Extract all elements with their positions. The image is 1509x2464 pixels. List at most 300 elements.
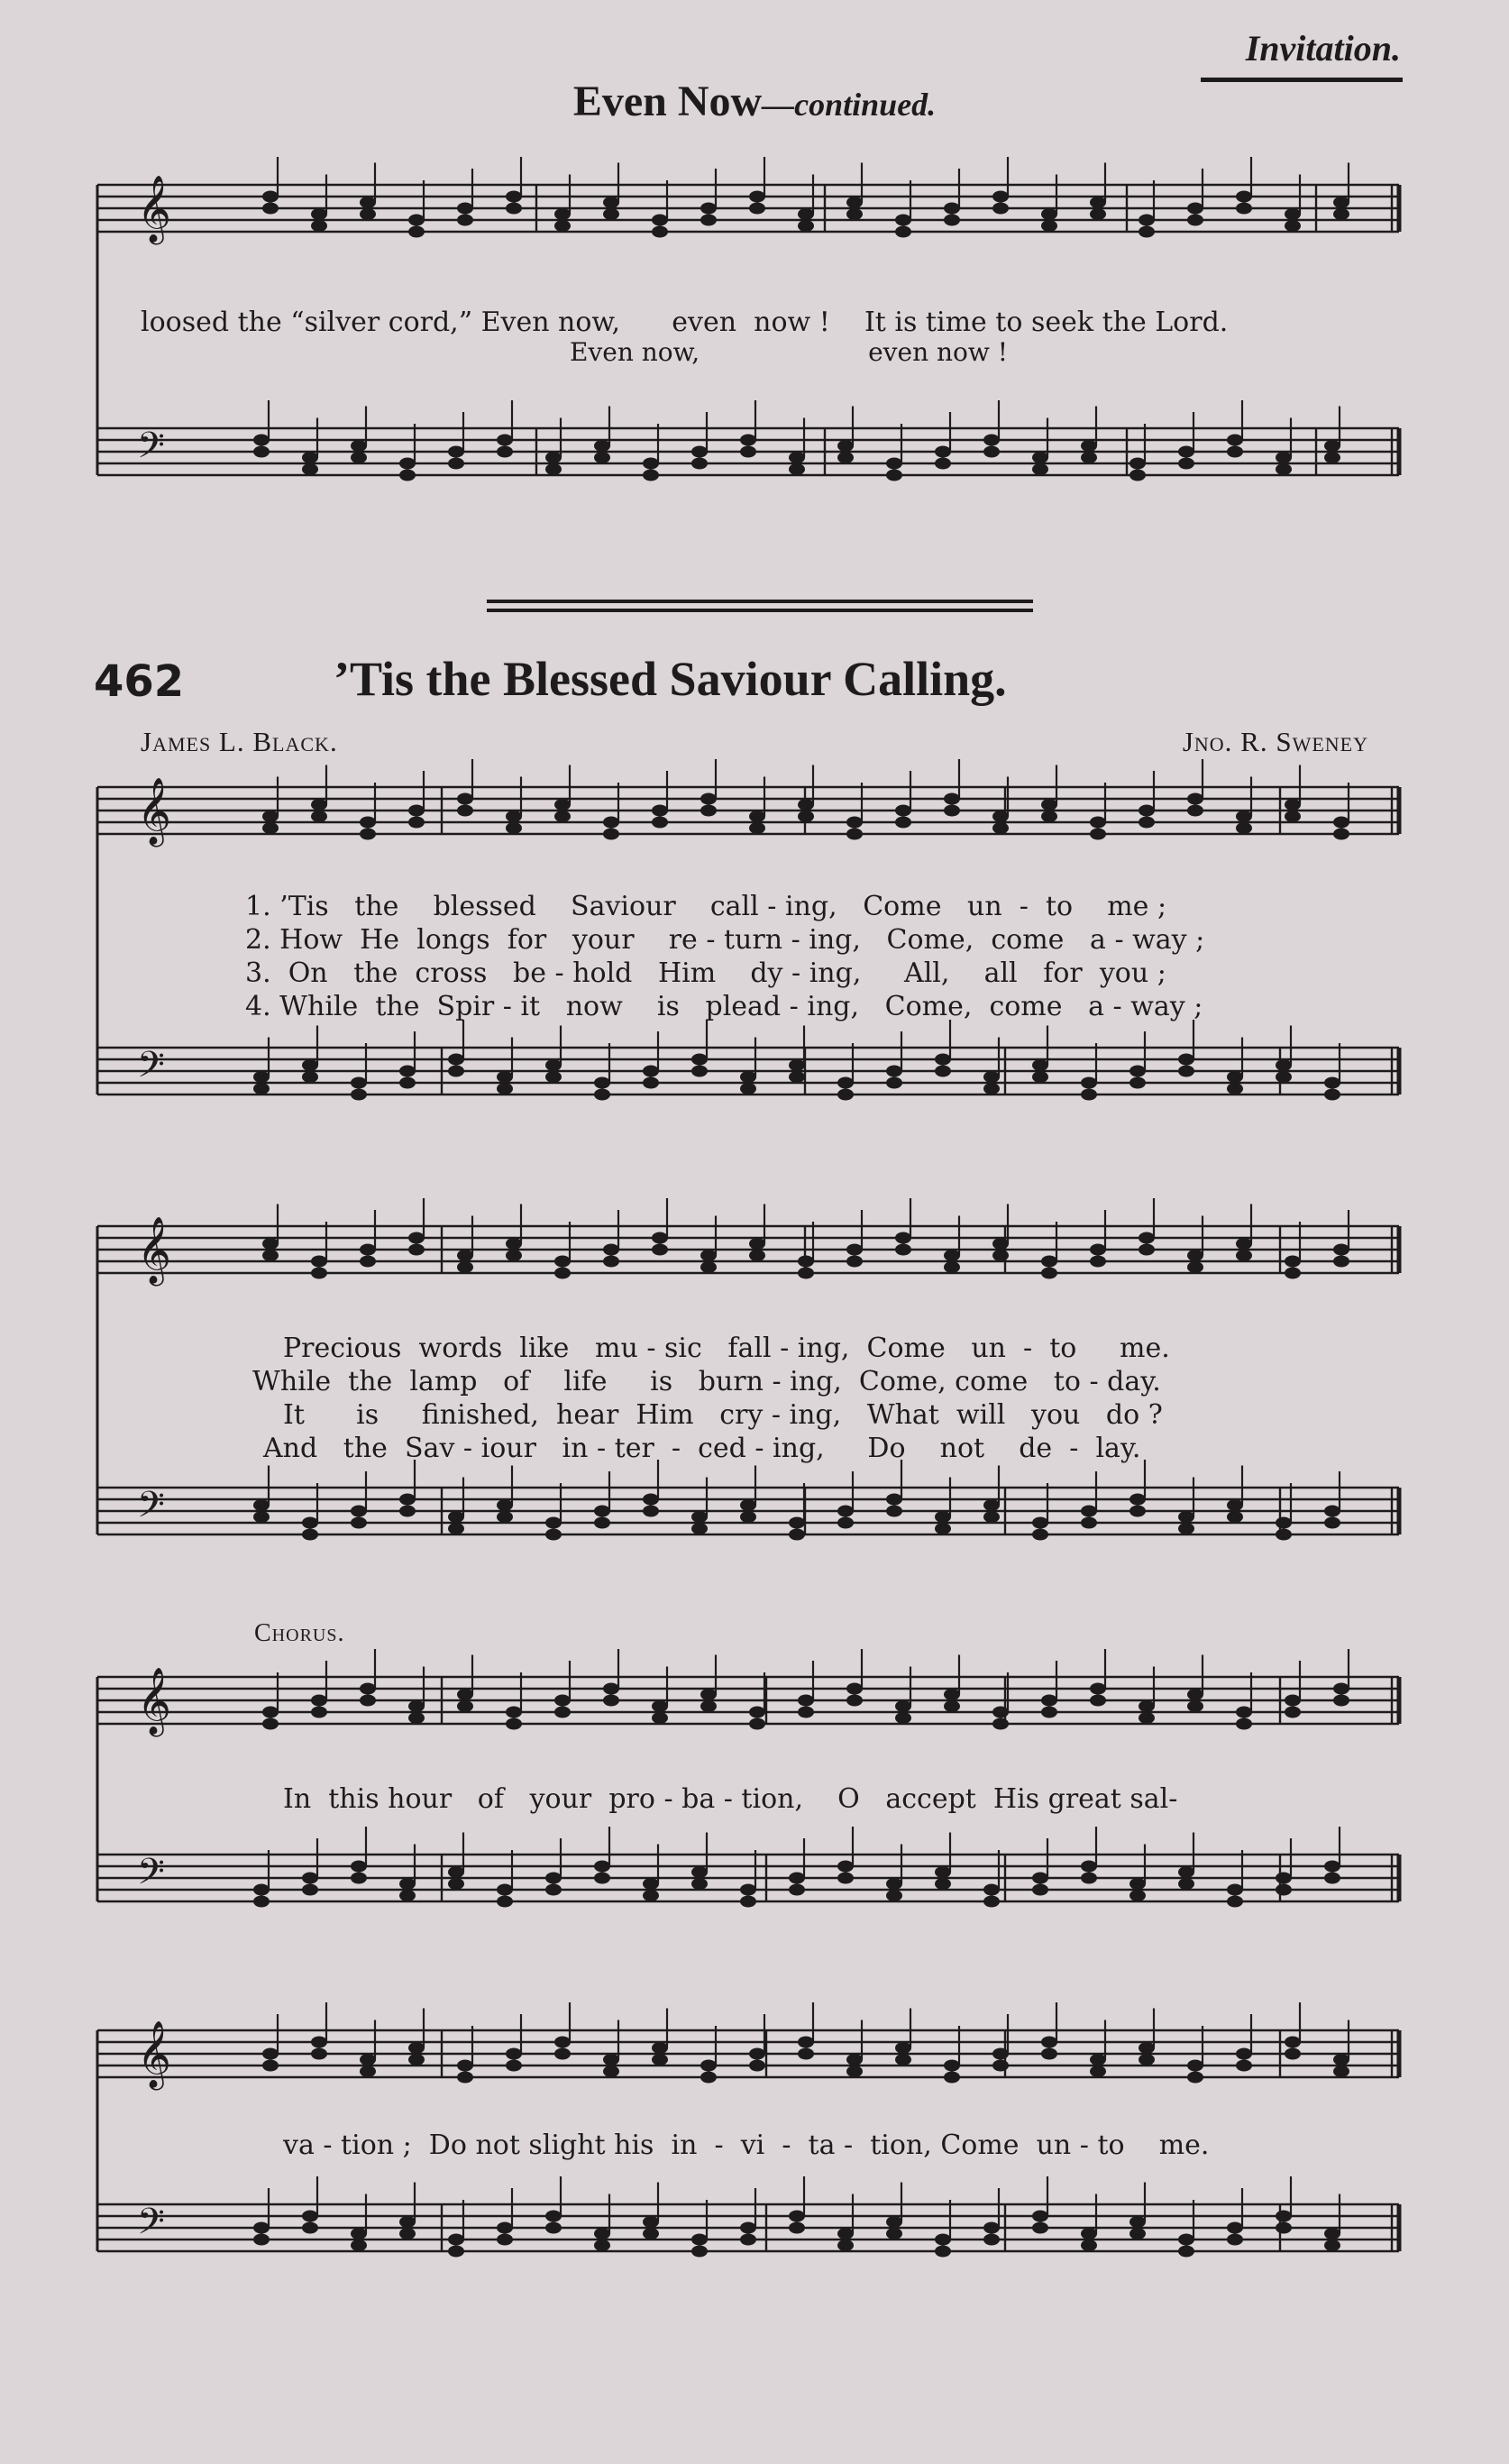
notehead — [448, 1866, 464, 1878]
notehead — [351, 2228, 367, 2240]
notehead — [886, 458, 902, 470]
notehead — [1236, 203, 1252, 215]
notehead — [302, 1071, 318, 1083]
notehead — [1139, 805, 1155, 817]
notehead — [1227, 1884, 1243, 1896]
notehead — [1032, 1529, 1048, 1541]
notehead — [554, 2037, 571, 2048]
notehead — [895, 1712, 911, 1724]
notehead — [1227, 435, 1243, 446]
notehead — [302, 452, 318, 463]
notehead — [983, 1884, 1000, 1896]
notehead — [253, 1511, 270, 1523]
notehead — [837, 2240, 854, 2251]
notehead — [798, 2037, 814, 2048]
notehead — [798, 1268, 814, 1279]
notehead — [1236, 191, 1252, 203]
notehead — [399, 1506, 416, 1517]
notehead — [448, 2234, 464, 2246]
notehead — [691, 458, 708, 470]
notehead — [1333, 817, 1349, 829]
notehead — [497, 2234, 513, 2246]
notehead — [944, 1689, 960, 1700]
verse-4-line-a: 4. While the Spir - it now is plead - ing, Come, come a - way ; — [245, 991, 1203, 1022]
notehead — [652, 1232, 668, 1244]
notehead — [1324, 2228, 1340, 2240]
notehead — [360, 197, 376, 208]
bass-clef-icon: 𝄢 — [137, 1851, 165, 1901]
notehead — [399, 1077, 416, 1089]
notehead — [351, 1873, 367, 1884]
notehead — [1227, 1083, 1243, 1095]
notehead — [1178, 2234, 1194, 2246]
notehead — [1129, 470, 1146, 481]
notehead — [311, 2048, 327, 2060]
notehead — [302, 1873, 318, 1884]
notehead — [895, 2054, 911, 2066]
notehead — [798, 1695, 814, 1707]
notehead — [798, 2048, 814, 2060]
notehead — [545, 1529, 562, 1541]
notehead — [1090, 2066, 1106, 2077]
notehead — [1236, 1707, 1252, 1718]
notehead — [1081, 2228, 1097, 2240]
notehead — [749, 2060, 765, 2072]
notehead — [360, 2066, 376, 2077]
treble-clef-icon: 𝄞 — [137, 778, 171, 845]
notehead — [1041, 208, 1057, 220]
notehead — [700, 2060, 717, 2072]
notehead — [886, 1890, 902, 1901]
notehead — [1285, 1256, 1301, 1268]
notehead — [935, 1511, 951, 1523]
notehead — [1187, 203, 1203, 215]
notehead — [846, 1683, 863, 1695]
notehead — [1285, 1707, 1301, 1718]
notehead — [448, 1054, 464, 1066]
notehead — [944, 215, 960, 226]
notehead — [1139, 226, 1155, 238]
notehead — [983, 2222, 1000, 2234]
notehead — [497, 1499, 513, 1511]
notehead — [700, 203, 717, 215]
notehead — [253, 2234, 270, 2246]
notehead — [302, 2222, 318, 2234]
notehead — [749, 191, 765, 203]
notehead — [554, 1268, 571, 1279]
notehead — [1090, 1256, 1106, 1268]
notehead — [846, 817, 863, 829]
notehead — [1324, 1873, 1340, 1884]
notehead — [545, 1884, 562, 1896]
notehead — [545, 2222, 562, 2234]
notehead — [506, 822, 522, 834]
notehead — [895, 1700, 911, 1712]
hymn-title: ’Tis the Blessed Saviour Calling. — [334, 652, 1007, 706]
notehead — [311, 208, 327, 220]
notehead — [1285, 811, 1301, 822]
notehead — [1227, 1896, 1243, 1908]
notehead — [935, 1866, 951, 1878]
notehead — [545, 2211, 562, 2222]
notehead — [652, 2054, 668, 2066]
notehead — [408, 2054, 425, 2066]
notehead — [798, 811, 814, 822]
notehead — [1090, 1244, 1106, 1256]
notehead — [643, 1890, 659, 1901]
notehead — [554, 208, 571, 220]
notehead — [1178, 446, 1194, 458]
notehead — [749, 1707, 765, 1718]
verse-1-line-b: Precious words like mu - sic fall - ing, Come un - to me. — [283, 1333, 1170, 1364]
notehead — [1032, 2211, 1048, 2222]
notehead — [837, 440, 854, 452]
notehead — [1324, 1089, 1340, 1101]
notehead — [1041, 2037, 1057, 2048]
notehead — [1324, 1517, 1340, 1529]
notehead — [497, 1071, 513, 1083]
notehead — [837, 1506, 854, 1517]
notehead — [643, 2216, 659, 2228]
notehead — [652, 1700, 668, 1712]
notehead — [360, 1244, 376, 1256]
notehead — [1236, 2048, 1252, 2060]
notehead — [740, 1884, 756, 1896]
notehead — [399, 458, 416, 470]
continued-lyrics-line-1: loosed the “silver cord,” Even now, even now ! It is time to seek the Lord. — [141, 307, 1229, 338]
notehead — [740, 435, 756, 446]
notehead — [1333, 1683, 1349, 1695]
notehead — [1090, 1695, 1106, 1707]
notehead — [1236, 2060, 1252, 2072]
notehead — [789, 1529, 805, 1541]
notehead — [1081, 452, 1097, 463]
notehead — [497, 446, 513, 458]
notehead — [603, 1256, 619, 1268]
notehead — [1041, 2048, 1057, 2060]
notehead — [749, 1718, 765, 1730]
notehead — [457, 1689, 473, 1700]
notehead — [1236, 1250, 1252, 1261]
notehead — [789, 1884, 805, 1896]
notehead — [311, 1695, 327, 1707]
notehead — [1178, 458, 1194, 470]
notehead — [545, 1071, 562, 1083]
notehead — [1333, 2054, 1349, 2066]
notehead — [749, 1238, 765, 1250]
notehead — [497, 1511, 513, 1523]
notehead — [1139, 1244, 1155, 1256]
notehead — [652, 817, 668, 829]
notehead — [1041, 220, 1057, 232]
notehead — [1129, 2228, 1146, 2240]
verse-3-line-b: It is finished, hear Him cry - ing, What will you do ? — [283, 1399, 1163, 1431]
notehead — [545, 463, 562, 475]
notehead — [506, 811, 522, 822]
notehead — [253, 2222, 270, 2234]
notehead — [798, 208, 814, 220]
notehead — [886, 1494, 902, 1506]
notehead — [691, 1054, 708, 1066]
notehead — [643, 1066, 659, 1077]
notehead — [652, 1244, 668, 1256]
notehead — [506, 203, 522, 215]
notehead — [691, 1511, 708, 1523]
notehead — [603, 197, 619, 208]
notehead — [545, 1517, 562, 1529]
notehead — [886, 1066, 902, 1077]
notehead — [497, 1896, 513, 1908]
notehead — [643, 2228, 659, 2240]
notehead — [1333, 1695, 1349, 1707]
notehead — [1032, 463, 1048, 475]
notehead — [253, 446, 270, 458]
notehead — [691, 2234, 708, 2246]
notehead — [992, 822, 1009, 834]
notehead — [837, 1077, 854, 1089]
notehead — [594, 1861, 610, 1873]
notehead — [789, 1071, 805, 1083]
notehead — [837, 1089, 854, 1101]
notehead — [700, 805, 717, 817]
notehead — [302, 1059, 318, 1071]
notehead — [408, 2042, 425, 2054]
notehead — [798, 1707, 814, 1718]
notehead — [886, 2216, 902, 2228]
notehead — [1041, 1268, 1057, 1279]
notehead — [700, 793, 717, 805]
notehead — [1187, 1261, 1203, 1273]
notehead — [351, 440, 367, 452]
notehead — [691, 2246, 708, 2258]
notehead — [1227, 1499, 1243, 1511]
notehead — [992, 1238, 1009, 1250]
notehead — [1032, 1517, 1048, 1529]
notehead — [457, 793, 473, 805]
notehead — [457, 1261, 473, 1273]
notehead — [837, 1517, 854, 1529]
notehead — [944, 805, 960, 817]
notehead — [749, 203, 765, 215]
notehead — [408, 1712, 425, 1724]
notehead — [1090, 197, 1106, 208]
notehead — [886, 1506, 902, 1517]
section-heading: Invitation. — [1245, 28, 1401, 69]
notehead — [1236, 1238, 1252, 1250]
notehead — [1333, 829, 1349, 840]
notehead — [302, 463, 318, 475]
notehead — [935, 1878, 951, 1890]
notehead — [983, 1511, 1000, 1523]
notehead — [311, 811, 327, 822]
notehead — [1129, 2216, 1146, 2228]
notehead — [351, 1089, 367, 1101]
notehead — [895, 2042, 911, 2054]
chorus-lyrics-line-1: In this hour of your pro - ba - tion, O accept His great sal- — [283, 1783, 1178, 1815]
chorus-lyrics-line-2: va - tion ; Do not slight his in - vi - ta - tion, Come un - to me. — [283, 2130, 1210, 2161]
notehead — [886, 1077, 902, 1089]
notehead — [1129, 1506, 1146, 1517]
hymn-composer: Jno. R. Sweney — [1182, 726, 1368, 757]
verse-3-line-a: 3. On the cross be - hold Him dy - ing, All, all for you ; — [245, 957, 1166, 989]
notehead — [262, 1250, 279, 1261]
notehead — [554, 1695, 571, 1707]
notehead — [935, 446, 951, 458]
notehead — [983, 1499, 1000, 1511]
notehead — [448, 1523, 464, 1534]
verse-4-line-b: And the Sav - iour in - ter - ced - ing, Do not de - lay. — [263, 1433, 1141, 1464]
notehead — [1139, 817, 1155, 829]
notehead — [1187, 2060, 1203, 2072]
notehead — [497, 1884, 513, 1896]
notehead — [594, 1077, 610, 1089]
hymn-number: 462 — [94, 656, 185, 707]
notehead — [935, 458, 951, 470]
verse-1-line-a: 1. ’Tis the blessed Saviour call - ing, Come un - to me ; — [245, 891, 1167, 922]
notehead — [302, 1529, 318, 1541]
notehead — [1139, 215, 1155, 226]
notehead — [497, 435, 513, 446]
notehead — [944, 1700, 960, 1712]
notehead — [399, 1878, 416, 1890]
notehead — [1285, 2037, 1301, 2048]
notehead — [789, 463, 805, 475]
notehead — [798, 799, 814, 811]
notehead — [895, 1244, 911, 1256]
notehead — [554, 1256, 571, 1268]
notehead — [740, 446, 756, 458]
notehead — [351, 1517, 367, 1529]
notehead — [992, 1718, 1009, 1730]
notehead — [408, 215, 425, 226]
notehead — [944, 1250, 960, 1261]
notehead — [1333, 197, 1349, 208]
notehead — [399, 1066, 416, 1077]
separator-rule-bottom — [487, 609, 1033, 612]
notehead — [846, 2066, 863, 2077]
notehead — [603, 1683, 619, 1695]
notehead — [1041, 811, 1057, 822]
notehead — [846, 197, 863, 208]
treble-clef-icon: 𝄞 — [137, 1217, 171, 1284]
notehead — [360, 1256, 376, 1268]
notehead — [1032, 2222, 1048, 2234]
notehead — [983, 435, 1000, 446]
notehead — [652, 2042, 668, 2054]
notehead — [1227, 446, 1243, 458]
notehead — [691, 1866, 708, 1878]
notehead — [1139, 2042, 1155, 2054]
notehead — [1187, 1689, 1203, 1700]
notehead — [1276, 2211, 1292, 2222]
notehead — [554, 2048, 571, 2060]
notehead — [1081, 1077, 1097, 1089]
notehead — [302, 1517, 318, 1529]
notehead — [1285, 799, 1301, 811]
notehead — [740, 1499, 756, 1511]
notehead — [740, 2222, 756, 2234]
hymn-author: James L. Black. — [141, 726, 338, 757]
notehead — [1276, 1529, 1292, 1541]
notehead — [846, 1695, 863, 1707]
notehead — [262, 1718, 279, 1730]
notehead — [789, 1059, 805, 1071]
notehead — [253, 1083, 270, 1095]
notehead — [351, 1077, 367, 1089]
notehead — [1081, 2240, 1097, 2251]
notehead — [311, 1268, 327, 1279]
notehead — [935, 1523, 951, 1534]
notehead — [1276, 2222, 1292, 2234]
treble-clef-icon: 𝄞 — [137, 176, 171, 243]
notehead — [1285, 220, 1301, 232]
notehead — [360, 208, 376, 220]
notehead — [886, 1878, 902, 1890]
notehead — [1178, 1511, 1194, 1523]
notehead — [603, 2054, 619, 2066]
notehead — [740, 1896, 756, 1908]
notehead — [1129, 1890, 1146, 1901]
notehead — [749, 2048, 765, 2060]
notehead — [798, 1256, 814, 1268]
notehead — [448, 458, 464, 470]
notehead — [789, 1873, 805, 1884]
notehead — [652, 1712, 668, 1724]
notehead — [1285, 2048, 1301, 2060]
notehead — [895, 1232, 911, 1244]
notehead — [1178, 1066, 1194, 1077]
notehead — [643, 1494, 659, 1506]
notehead — [1081, 1861, 1097, 1873]
notehead — [700, 1700, 717, 1712]
notehead — [1333, 1256, 1349, 1268]
notehead — [944, 203, 960, 215]
notehead — [594, 1517, 610, 1529]
verse-2-line-a: 2. How He longs for your re - turn - ing, Come, come a - way ; — [245, 924, 1205, 956]
notehead — [594, 1089, 610, 1101]
notehead — [1139, 1232, 1155, 1244]
notehead — [408, 805, 425, 817]
notehead — [895, 215, 911, 226]
notehead — [457, 215, 473, 226]
notehead — [1324, 2240, 1340, 2251]
notehead — [935, 2234, 951, 2246]
notehead — [1129, 1494, 1146, 1506]
notehead — [457, 203, 473, 215]
notehead — [360, 1683, 376, 1695]
notehead — [700, 1689, 717, 1700]
notehead — [1227, 2234, 1243, 2246]
notehead — [360, 829, 376, 840]
notehead — [1129, 458, 1146, 470]
notehead — [1333, 208, 1349, 220]
notehead — [594, 452, 610, 463]
notehead — [992, 191, 1009, 203]
notehead — [1276, 452, 1292, 463]
notehead — [740, 2234, 756, 2246]
notehead — [262, 2060, 279, 2072]
bass-clef-icon: 𝄢 — [137, 1044, 165, 1095]
notehead — [545, 452, 562, 463]
bass-clef-icon: 𝄢 — [137, 2201, 165, 2251]
notehead — [311, 1256, 327, 1268]
notehead — [846, 1256, 863, 1268]
notehead — [935, 2246, 951, 2258]
chorus-label: Chorus. — [254, 1619, 345, 1647]
notehead — [302, 2211, 318, 2222]
notehead — [545, 1059, 562, 1071]
notehead — [1090, 2054, 1106, 2066]
